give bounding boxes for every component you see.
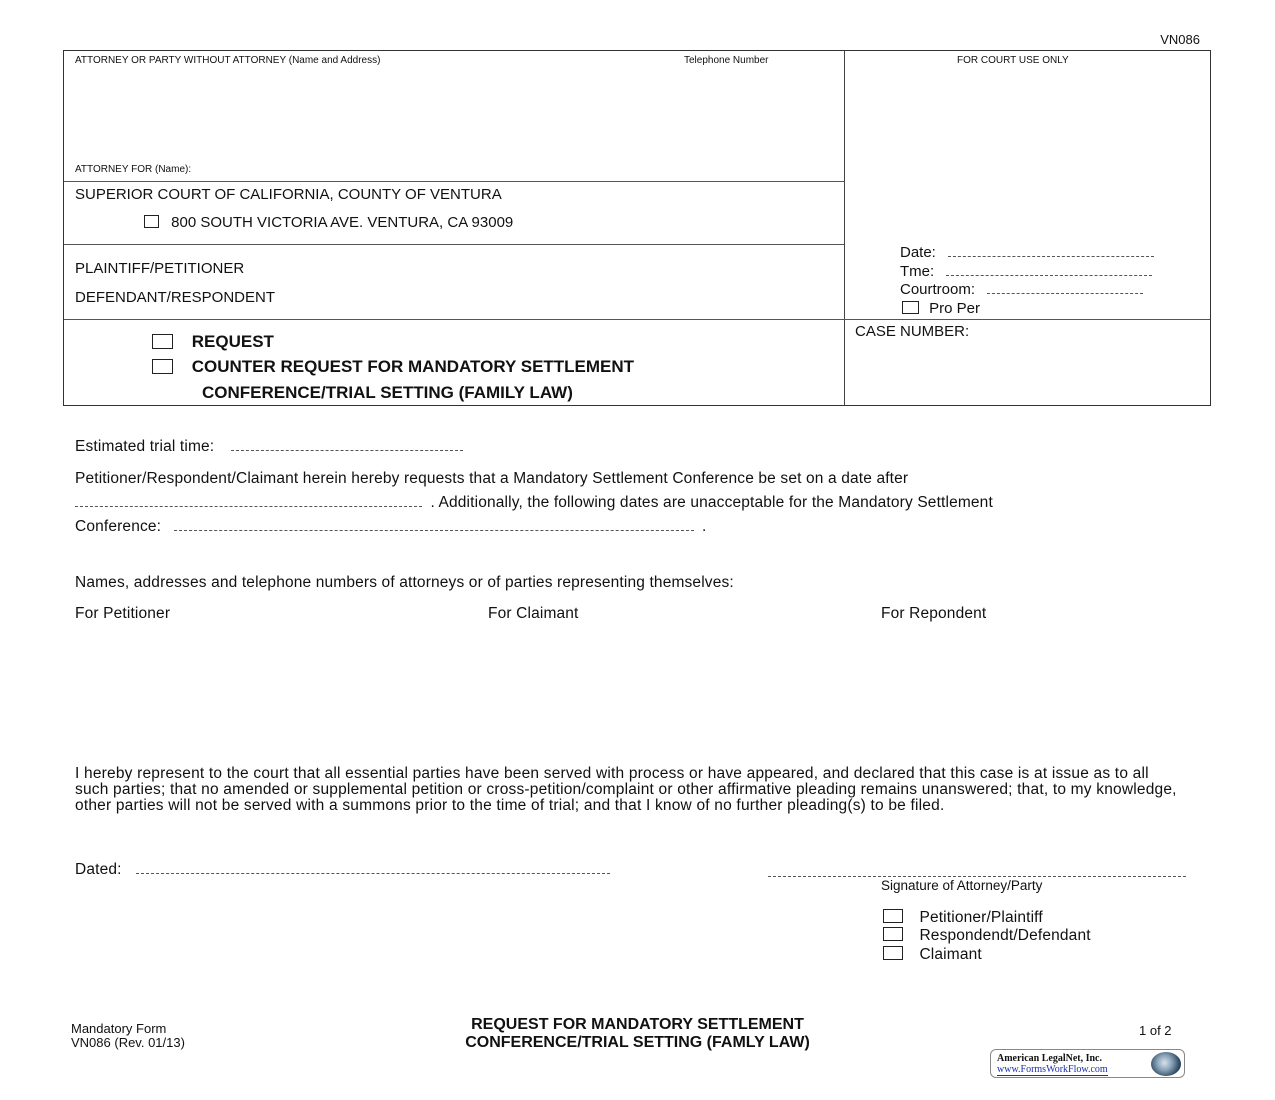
declaration-paragraph: I hereby represent to the court that all essential parties have been served with process or have appeared, and declared that this case is at issue as to all such parties; that no amended or supplemental petition or cross-petition/complaint or other affirmative pleading remains unanswered; that, to my knowledge, other parties will not be served with a summons prior to the time of trial; and that I know of no further pleading(s) to be filed. — [75, 765, 1177, 814]
dated-field[interactable]: Dated: — [75, 861, 610, 879]
legalnet-logo[interactable] — [990, 1049, 1185, 1078]
form-code: VN086 — [1160, 32, 1200, 47]
courtroom-field[interactable]: Courtroom: — [900, 281, 1143, 298]
date-after-field[interactable]: . Additionally, the following dates are unacceptable for the Mandatory Settlement — [75, 494, 993, 512]
date-input[interactable] — [948, 244, 1154, 257]
signature-label: Signature of Attorney/Party — [881, 878, 1043, 893]
divider — [64, 319, 1210, 320]
court-address-option[interactable]: 800 SOUTH VICTORIA AVE. VENTURA, CA 93009 — [144, 214, 513, 231]
page-number: 1 of 2 — [1139, 1023, 1172, 1038]
for-petitioner-label: For Petitioner — [75, 605, 171, 622]
unacceptable-dates-field[interactable]: Conference: . — [75, 518, 707, 535]
party-option-petitioner[interactable]: Petitioner/Plaintiff — [883, 909, 1043, 927]
counter-request-option[interactable]: COUNTER REQUEST FOR MANDATORY SETTLEMENT — [152, 357, 634, 377]
for-claimant-label: For Claimant — [488, 605, 579, 622]
case-number-label: CASE NUMBER: — [855, 323, 970, 340]
for-respondent-label: For Repondent — [881, 605, 987, 622]
names-heading: Names, addresses and telephone numbers of attorneys or of parties representing themselves: — [75, 574, 734, 591]
date-field[interactable]: Date: — [900, 244, 1154, 261]
attorney-for-label: ATTORNEY FOR (Name): — [75, 164, 192, 175]
checkbox[interactable] — [152, 359, 173, 374]
court-use-label: FOR COURT USE ONLY — [957, 55, 1069, 66]
dated-input[interactable] — [136, 861, 610, 874]
telephone-label: Telephone Number — [684, 55, 769, 66]
signature-line[interactable] — [768, 863, 1186, 877]
party-option-claimant[interactable]: Claimant — [883, 946, 982, 964]
globe-icon — [1151, 1052, 1181, 1076]
defendant-label: DEFENDANT/RESPONDENT — [75, 289, 276, 306]
caption-table — [63, 50, 1211, 406]
pro-per-option[interactable]: Pro Per — [902, 300, 980, 317]
footer-title-line1: REQUEST FOR MANDATORY SETTLEMENT — [471, 1016, 804, 1033]
time-input[interactable] — [946, 263, 1152, 276]
revision-label: VN086 (Rev. 01/13) — [71, 1035, 185, 1050]
divider — [64, 244, 844, 245]
logo-url-link[interactable]: www.FormsWorkFlow.com — [997, 1064, 1108, 1075]
plaintiff-label: PLAINTIFF/PETITIONER — [75, 260, 245, 277]
estimated-trial-input[interactable] — [231, 438, 463, 451]
checkbox[interactable] — [152, 334, 173, 349]
mandatory-form-label: Mandatory Form — [71, 1021, 167, 1036]
court-name: SUPERIOR COURT OF CALIFORNIA, COUNTY OF VENTURA — [75, 186, 502, 203]
request-option[interactable]: REQUEST — [152, 332, 274, 352]
attorney-label: ATTORNEY OR PARTY WITHOUT ATTORNEY (Name and Address) — [75, 55, 381, 66]
footer-title-line2: CONFERENCE/TRIAL SETTING (FAMLY LAW) — [465, 1034, 810, 1051]
column-divider — [844, 51, 845, 405]
checkbox[interactable] — [902, 301, 919, 314]
logo-company-name: American LegalNet, Inc. — [997, 1053, 1102, 1064]
date-after-input[interactable] — [75, 494, 422, 507]
checkbox[interactable] — [883, 927, 903, 941]
form-title: CONFERENCE/TRIAL SETTING (FAMILY LAW) — [202, 383, 573, 402]
unacceptable-dates-input[interactable] — [174, 518, 694, 531]
time-field[interactable]: Tme: — [900, 263, 1152, 280]
courtroom-input[interactable] — [987, 281, 1143, 294]
divider — [64, 181, 844, 182]
party-option-respondent[interactable]: Respondendt/Defendant — [883, 927, 1091, 945]
checkbox[interactable] — [883, 909, 903, 923]
checkbox[interactable] — [144, 215, 159, 228]
checkbox[interactable] — [883, 946, 903, 960]
request-sentence: Petitioner/Respondent/Claimant herein hereby requests that a Mandatory Settlement Conference be set on a date after — [75, 470, 909, 487]
estimated-trial-field[interactable]: Estimated trial time: — [75, 438, 463, 456]
